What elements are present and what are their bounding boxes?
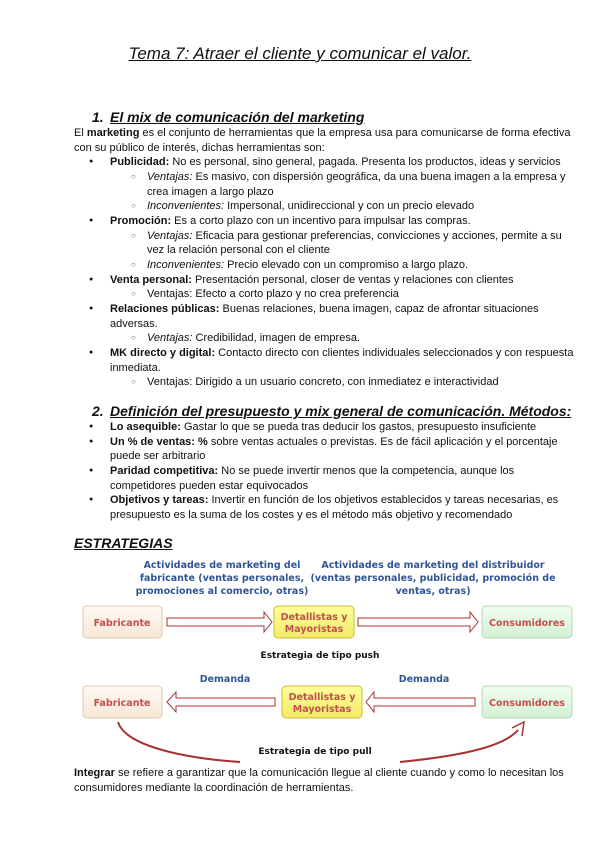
section-1-intro: El marketing es el conjunto de herramientas que la empresa usa para comunicarse de forma efectiva con su público de interés, dichas herramientas son:	[74, 127, 571, 154]
method-text: sobre ventas actuales o previstas. Es de fácil aplicación y el porcentaje puede ser arbitrario	[110, 435, 558, 463]
section-1-heading: 1. El mix de comunicación del marketing	[92, 109, 365, 125]
document-title: Tema 7: Atraer el cliente y comunicar el valor.	[128, 44, 472, 63]
distribuidor-activities-line: ventas, otras)	[395, 586, 471, 597]
bullet-text: Presentación personal, closer de ventas y relaciones con clientes	[191, 273, 514, 286]
integrar-paragraph: Integrar se refiere a garantizar que la comunicación llegue al cliente cuando y como lo necesitan los consumidores mediante la coordinación de herramientas.	[74, 767, 564, 794]
sub-bullet-label: Ventajas:	[147, 332, 193, 345]
sub-bullet-text: Eficacia para gestionar preferencias, convicciones y acciones, permite a su vez la relación personal con el cliente	[147, 229, 562, 257]
method-label: Objetivos y tareas:	[110, 494, 209, 507]
method-label: Un % de ventas: %	[110, 435, 208, 448]
pull-arrow-icon	[366, 692, 475, 712]
pull-arrow-icon	[167, 692, 275, 712]
method-text: Gastar lo que se pueda tras deducir los gastos, presupuesto insuficiente	[180, 421, 537, 433]
sub-bullet-text: Es masivo, con dispersión geográfica, da una buena imagen a la empresa y crea imagen a largo plazo	[147, 170, 566, 198]
push-caption: Estrategia de tipo push	[260, 651, 380, 661]
sub-bullet-text: Impersonal, unidireccional y con un precio elevado	[224, 200, 475, 213]
bullet-label: MK directo y digital:	[110, 346, 216, 359]
bullet-text: Contacto directo con clientes individuales seleccionados y con respuesta inmediata.	[110, 346, 574, 374]
fabricante-activities-line: Actividades de marketing del	[143, 560, 301, 571]
sub-bullet-label: Inconvenientes:	[147, 200, 225, 213]
push-arrow-icon	[358, 612, 478, 632]
pull-consumidores-label: Consumidores	[489, 698, 565, 709]
sub-bullet-label: Inconvenientes:	[147, 258, 225, 271]
push-arrow-icon	[167, 612, 272, 632]
sub-bullet-label: Ventajas:	[147, 170, 193, 183]
bullet-text: Buenas relaciones, buena imagen, capaz de afrontar situaciones adversas.	[110, 302, 539, 330]
method-label: Lo asequible:	[110, 421, 181, 433]
pull-caption: Estrategia de tipo pull	[258, 747, 372, 757]
sub-bullet-text: Precio elevado con un compromiso a largo plazo.	[224, 258, 469, 271]
estrategias-heading: ESTRATEGIAS	[74, 535, 173, 551]
bullet-label: Venta personal:	[110, 273, 192, 286]
sub-bullet-label: Ventajas:	[147, 229, 193, 242]
bullet-text: Es a corto plazo con un incentivo para impulsar las compras.	[171, 214, 471, 227]
pull-fabricante-label: Fabricante	[93, 698, 151, 709]
method-text: No se puede invertir menos que la competencia, aunque los competidores pueden estar equivocados	[110, 464, 515, 492]
fabricante-activities-line: promociones al comercio, otras)	[135, 586, 309, 597]
pull-detallistas-label: Mayoristas	[292, 704, 352, 715]
bullet-text: No es personal, sino general, pagada. Presenta los productos, ideas y servicios	[169, 156, 561, 169]
method-text: Invertir en función de los objetivos establecidos y tareas necesarias, es presupuesto es la suma de los costes y es el método más objetivo y recomendado	[110, 494, 559, 521]
demanda-label: Demanda	[398, 674, 450, 685]
fabricante-activities-line: fabricante (ventas personales,	[139, 573, 305, 584]
pull-detallistas-label: Detallistas y	[288, 692, 356, 703]
sub-bullet-text: Ventajas: Efecto a corto plazo y no crea preferencia	[147, 288, 399, 301]
bullet-label: Publicidad:	[110, 156, 170, 169]
section-2-heading: 2. Definición del presupuesto y mix general de comunicación. Métodos:	[92, 403, 572, 419]
push-consumidores-label: Consumidores	[489, 618, 565, 629]
push-fabricante-label: Fabricante	[93, 618, 151, 629]
push-detallistas-label: Detallistas y	[280, 612, 348, 623]
bullet-label: Promoción:	[110, 214, 172, 227]
push-detallistas-label: Mayoristas	[284, 624, 344, 635]
distribuidor-activities-line: Actividades de marketing del distribuidor	[321, 560, 545, 571]
bullet-label: Relaciones públicas:	[110, 302, 220, 315]
distribuidor-activities-line: (ventas personales, publicidad, promoción de	[310, 573, 556, 584]
sub-bullet-text: Ventajas: Dirigido a un usuario concreto, con inmediatez e interactividad	[147, 376, 499, 389]
sub-bullet-text: Credibilidad, imagen de empresa.	[192, 332, 361, 345]
method-label: Paridad competitiva:	[110, 464, 219, 477]
demanda-label: Demanda	[199, 674, 251, 685]
